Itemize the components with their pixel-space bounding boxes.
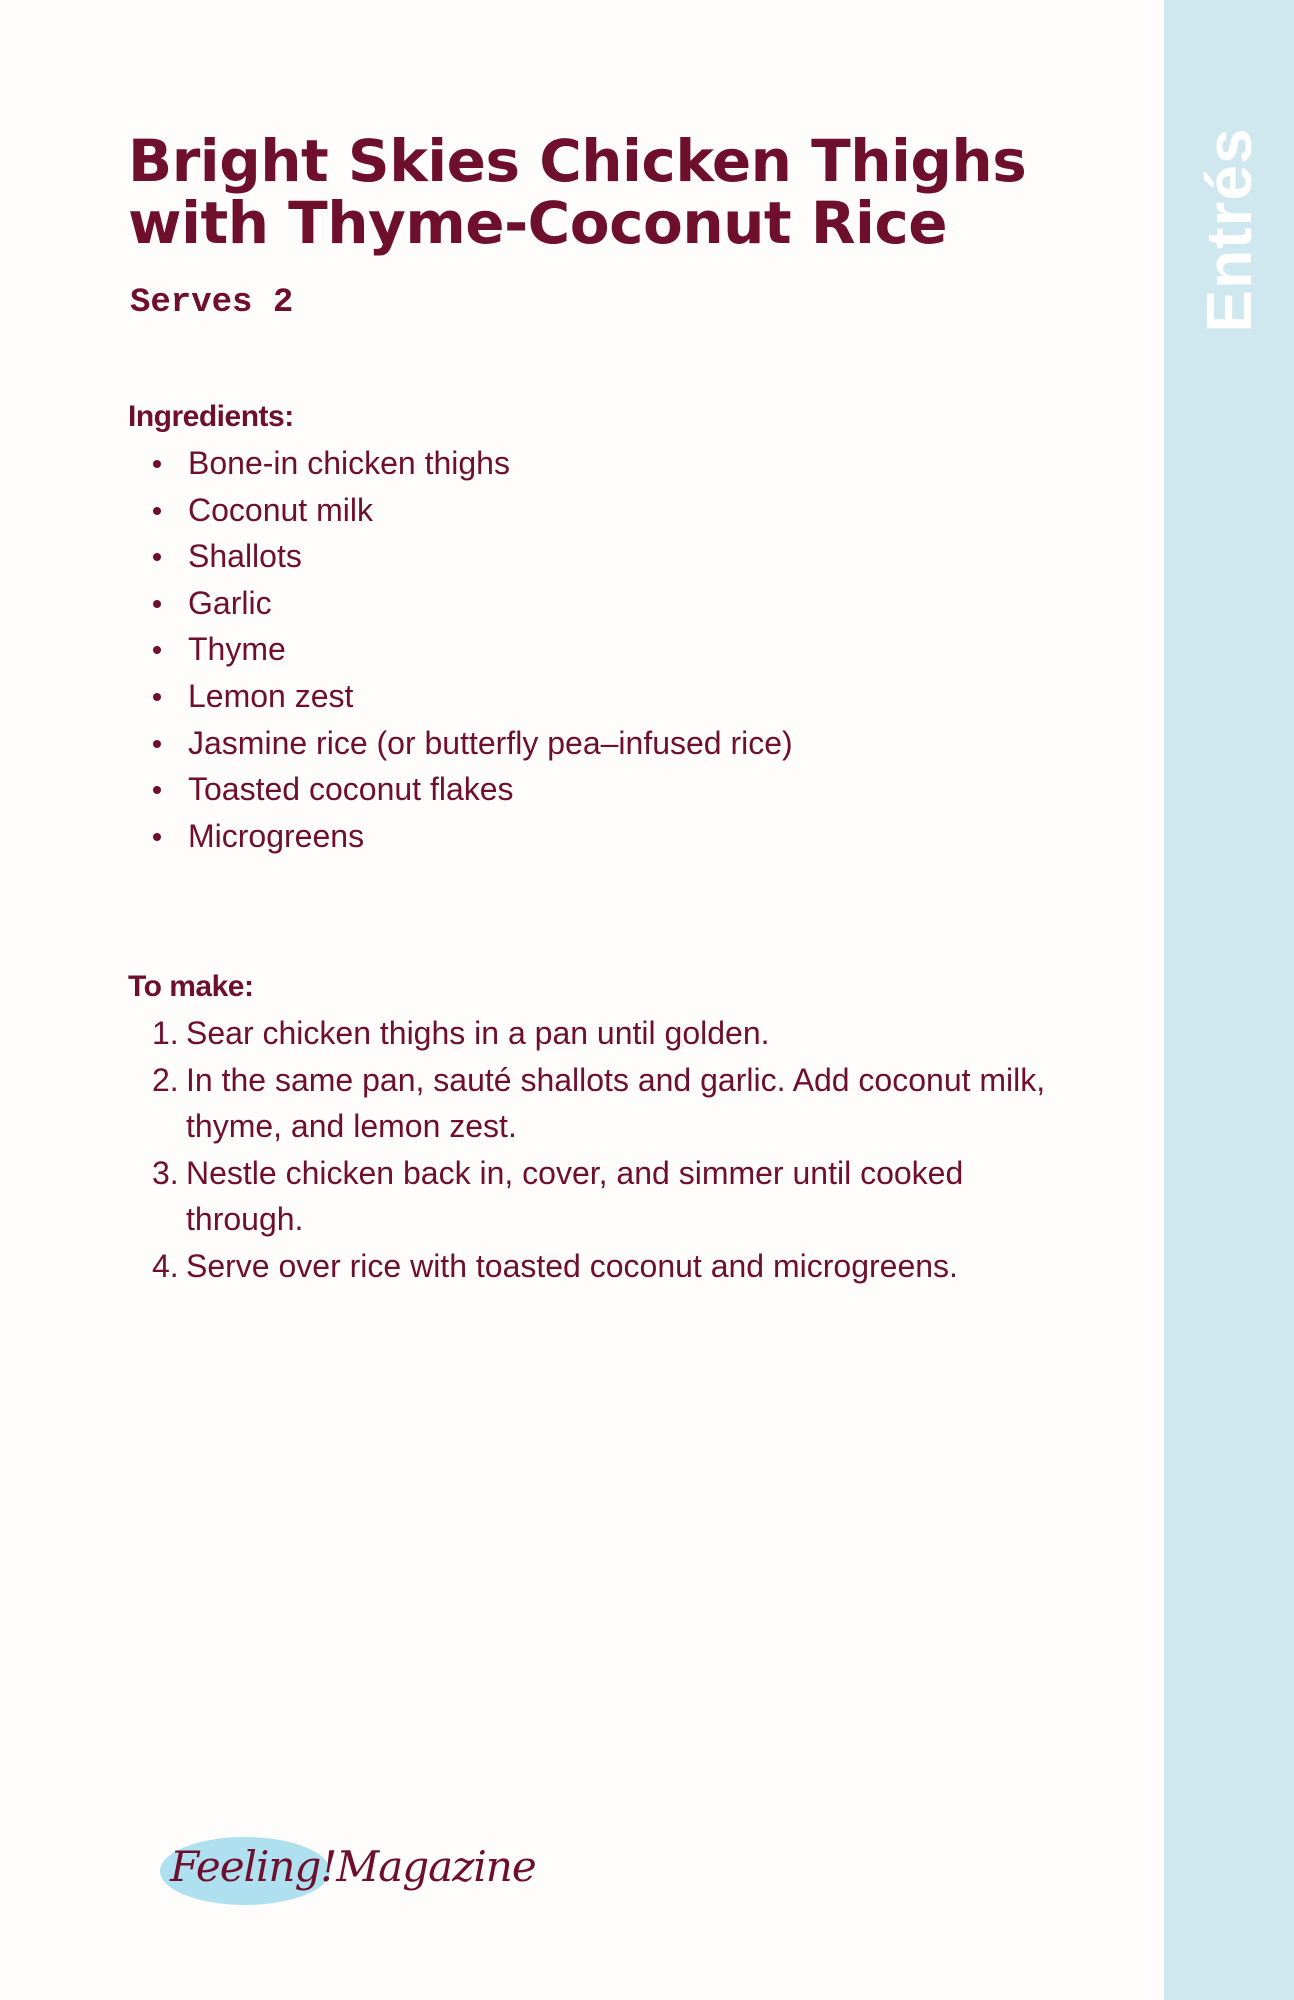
ingredient-text: Jasmine rice (or butterfly pea–infused rice) (188, 724, 793, 761)
step-text: Serve over rice with toasted coconut and microgreens. (186, 1247, 958, 1284)
bullet-icon (153, 553, 161, 561)
step-item (148, 1010, 1078, 1057)
recipe-title-line-1: Bright Skies Chicken Thighs (128, 127, 1027, 195)
bullet-icon (153, 600, 161, 608)
magazine-logo (158, 1832, 558, 1912)
ingredient-text: Thyme (188, 631, 286, 668)
ingredient-text: Shallots (188, 538, 302, 575)
ingredient-item (148, 440, 793, 487)
step-number: 3. (152, 1154, 179, 1191)
bullet-icon (153, 740, 161, 748)
method-heading: To make: (128, 970, 254, 1003)
ingredient-text: Lemon zest (188, 677, 354, 714)
step-number: 2. (152, 1061, 179, 1098)
ingredient-item (148, 533, 793, 580)
ingredients-heading: Ingredients: (128, 400, 294, 433)
step-item (148, 1243, 1078, 1290)
bullet-icon (153, 460, 161, 468)
ingredient-item (148, 487, 793, 534)
bullet-icon (153, 693, 161, 701)
ingredient-text: Toasted coconut flakes (188, 771, 514, 808)
ingredient-text: Microgreens (188, 817, 365, 854)
step-text: In the same pan, sauté shallots and garlic. Add coconut milk, thyme, and lemon zest. (186, 1061, 1046, 1145)
logo-word-feeling: Feeling! (170, 1842, 337, 1891)
step-number: 1. (152, 1015, 179, 1051)
ingredient-text: Garlic (188, 584, 272, 621)
ingredient-item (148, 720, 793, 767)
section-side-tab (1164, 0, 1294, 2000)
ingredient-item (148, 813, 793, 860)
logo-wordmark (170, 1842, 536, 1891)
step-item (148, 1150, 1078, 1243)
step-text: Sear chicken thighs in a pan until golden. (186, 1015, 770, 1051)
serves-count: Serves 2 (130, 284, 294, 322)
bullet-icon (153, 646, 161, 654)
ingredient-text: Bone-in chicken thighs (188, 445, 510, 481)
ingredient-item (148, 673, 793, 720)
bullet-icon (153, 786, 161, 794)
ingredient-item (148, 766, 793, 813)
ingredient-item (148, 626, 793, 673)
bullet-icon (153, 833, 161, 841)
recipe-title (128, 127, 1078, 257)
section-label: Entrés (1193, 127, 1265, 333)
recipe-title-line-2: with Thyme-Coconut Rice (128, 189, 948, 257)
ingredient-item (148, 580, 793, 627)
logo-word-magazine: Magazine (336, 1842, 536, 1891)
ingredient-text: Coconut milk (188, 491, 373, 528)
ingredient-list (148, 440, 793, 859)
step-list (148, 1010, 1078, 1290)
bullet-icon (153, 507, 161, 515)
step-number: 4. (152, 1247, 179, 1284)
step-item (148, 1057, 1078, 1150)
step-text: Nestle chicken back in, cover, and simmer until cooked through. (186, 1154, 964, 1238)
